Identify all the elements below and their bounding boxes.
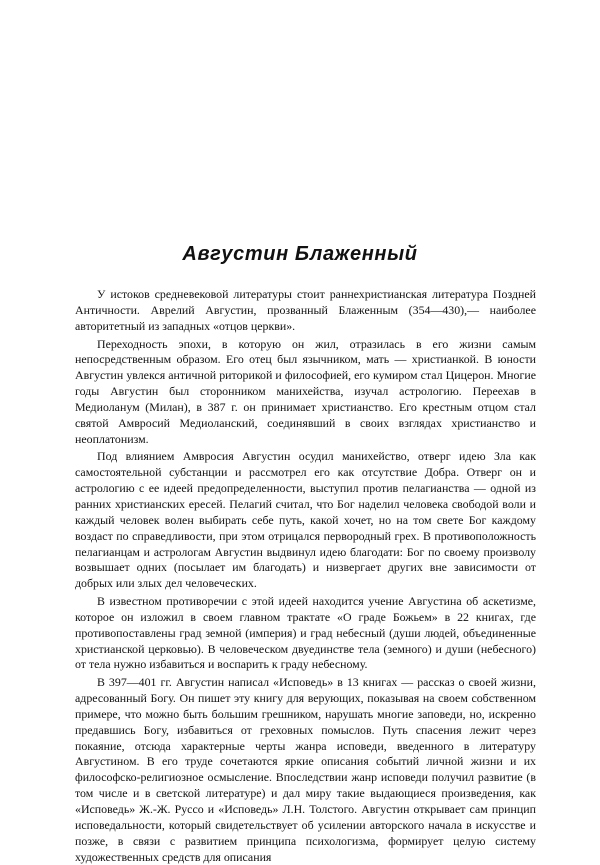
- paragraph-1: У истоков средневековой литературы стоит раннехристианская литература Поздней Античности. Аврелий Августин, прозванный Блаженным (354—430),— наиболее авторитетный из западных «отцов церкви».: [75, 287, 536, 333]
- paragraph-2: Переходность эпохи, в которую он жил, отразилась в его жизни самым непосредственным образом. Его отец был язычником, мать — христианкой. В юности Августин увлекся античной риторикой и философией, его кумиром стал Цицерон. Многие годы Августин был сторонником манихейства, изучал астрологию. Переехав в Медиоланум (Милан), в 387 г. он принимает христианство. Его крестным отцом стал святой Амвросий Медиоланский, соединявший в своих взглядах христианство и неоплатонизм.: [75, 336, 536, 446]
- paragraph-4: В известном противоречии с этой идеей находится учение Августина об аскетизме, которое он изложил в своем главном трактате «О граде Божьем» в 22 книгах, где противопоставлены град земной (империя) и град небесный (души людей, объединенные христианской церковью). В человеческом двуединстве тела (земного) и души (небесного) от тела нужно избавиться и воспарить к граду небесному.: [75, 594, 536, 672]
- body-text: [75, 287, 536, 865]
- paragraph-5: В 397—401 гг. Августин написал «Исповедь» в 13 книгах — рассказ о своей жизни, адресованный Богу. Он пишет эту книгу для верующих, показывая на своем собственном примере, что можно быть большим грешником, нарушать многие заповеди, но, искренно предавшись Богу, избавиться от греховных помыслов. Путь спасения лежит через покаяние, отсюда характерные черты жанра исповеди, введенного в литературу Августином. В его труде сочетаются яркие описания событий личной жизни и их философско-религиозное осмысление. Впоследствии жанр исповеди получил развитие (в том числе и в светской литературе) и дал миру такие выдающиеся произведения, как «Исповедь» Ж.-Ж. Руссо и «Исповедь» Л.Н. Толстого. Августин открывает сам принцип исповедальности, который свидетельствует об усилении авторского начала в искусстве и позже, в связи с развитием принципа психологизма, формирует целую систему художественных средств для описания: [75, 675, 536, 864]
- paragraph-3: Под влиянием Амвросия Августин осудил манихейство, отверг идею Зла как самостоятельной субстанции и рассмотрел его как отсутствие Добра. Отверг он и астрологию с ее идеей предопределенности, выступил против пелагианства — одной из ранних христианских ересей. Пелагий считал, что Бог наделил человека свободой воли и каждый человек волен выбирать себе путь, какой хочет, но на том свете Бог каждому воздаст по справедливости, при этом отрицался первородный грех. В противоположность пелагианцам и астрологам Августин выдвинул идею благодати: Бог по своему произволу возвышает одних (посылает им благодать) и низвергает других вне зависимости от добрых или злых дел человеческих.: [75, 449, 536, 591]
- page-title: Августин Блаженный: [182, 243, 418, 265]
